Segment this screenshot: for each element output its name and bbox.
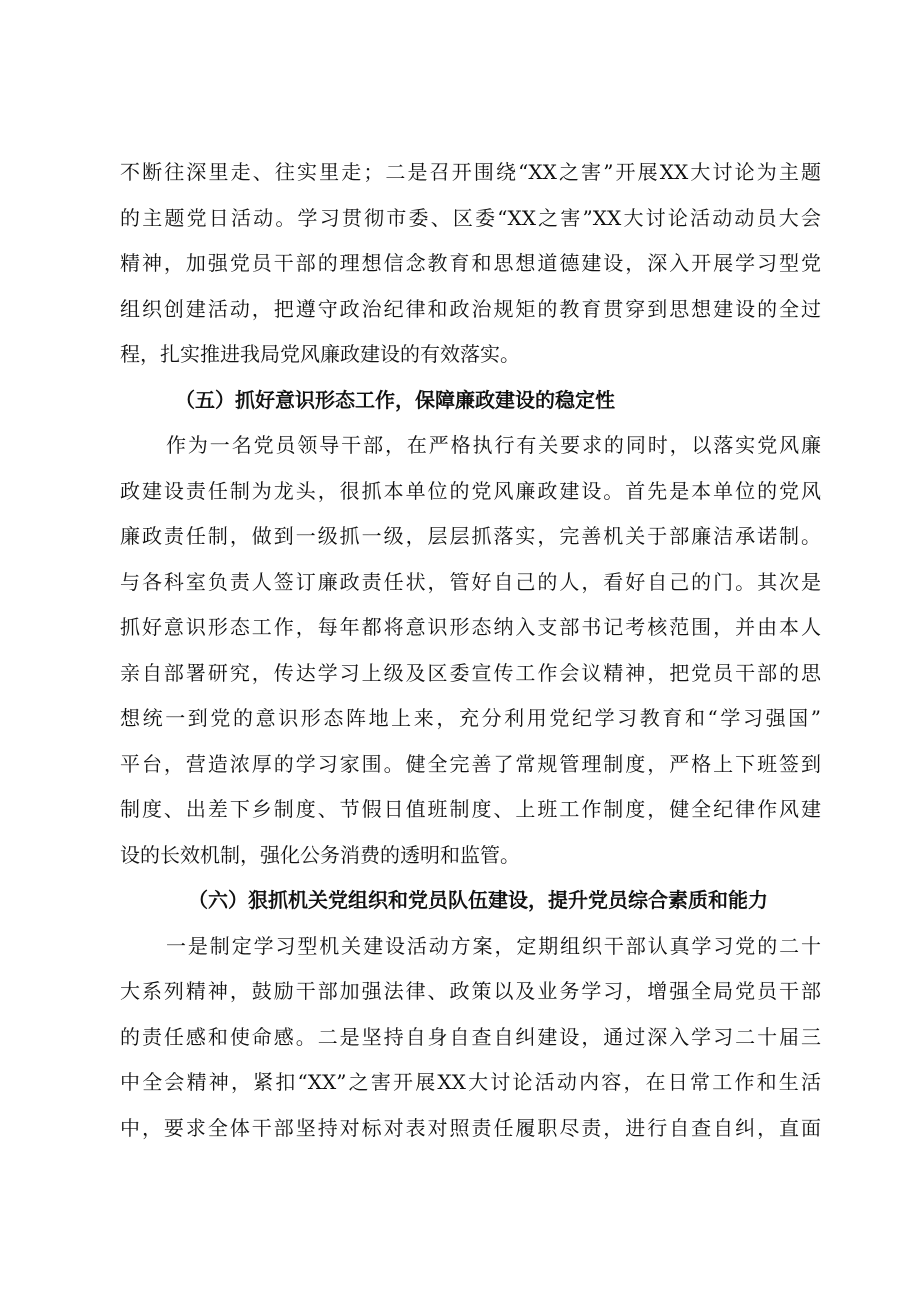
- paragraph-line: 作为一名党员领导干部，在严格执行有关要求的同时，以落实党风廉: [166, 433, 821, 457]
- paragraph-line: 抓好意识形态工作，每年都将意识形态纳入支部书记考核范围，并由本人: [120, 615, 821, 639]
- paragraph-line: 亲自部署研究，传达学习上级及区委宣传工作会议精神，把党员干部的思: [120, 660, 821, 685]
- paragraph-line: 一是制定学习型机关建设活动方案，定期组织干部认真学习党的二十: [166, 933, 821, 958]
- document-page: [120, 150, 821, 1151]
- paragraph-line: 组织创建活动，把遵守政治纪律和政治规矩的教育贯穿到思想建设的全过: [120, 296, 821, 321]
- paragraph-line: 大系列精神，鼓励干部加强法律、政策以及业务学习，增强全局党员干部: [120, 979, 821, 1003]
- paragraph-2: [120, 423, 821, 878]
- paragraph-line: 设的长效机制，强化公务消费的透明和监管。: [120, 842, 520, 867]
- section-heading-5: （五）抓好意识形态工作，保障廉政建设的稳定性: [175, 387, 615, 412]
- paragraph-line: 不断往深里走、往实里走；二是召开围绕“XX之害”开展XX大讨论为主题: [120, 160, 821, 184]
- paragraph-line: 程，扎实推进我局党风廉政建设的有效落实。: [120, 342, 520, 366]
- paragraph-line: 中全会精神，紧扣“XX”之害开展XX大讨论活动内容，在日常工作和生活: [120, 1070, 821, 1094]
- paragraph-line: 廉政责任制，做到一级抓一级，层层抓落实，完善机关于部廉洁承诺制。: [120, 524, 821, 548]
- paragraph-line: 平台，营造浓厚的学习家围。健全完善了常规管理制度，严格上下班签到: [120, 751, 821, 776]
- paragraph-1: [120, 150, 821, 378]
- paragraph-line: 制度、出差下乡制度、节假日值班制度、上班工作制度，健全纪律作风建: [120, 797, 821, 821]
- section-heading-6: （六）狠抓机关党组织和党员队伍建设，提升党员综合素质和能力: [188, 888, 768, 912]
- paragraph-line: 的主题党日活动。学习贯彻市委、区委“XX之害”XX大讨论活动动员大会: [120, 205, 821, 230]
- paragraph-line: 中，要求全体干部坚持对标对表对照责任履职尽责，进行自查自纠，直面: [120, 1115, 821, 1140]
- paragraph-line: 政建设责任制为龙头，很抓本单位的党风廉政建设。首先是本单位的党风: [120, 478, 821, 503]
- paragraph-line: 与各科室负责人签订廉政责任状，管好自己的人，看好自己的门。其次是: [120, 569, 821, 594]
- paragraph-line: 想统一到党的意识形态阵地上来，充分利用党纪学习教育和“学习强国”: [120, 706, 821, 730]
- paragraph-line: 精神，加强党员干部的理想信念教育和思想道德建设，深入开展学习型党: [120, 251, 821, 275]
- paragraph-line: 的责任感和使命感。二是坚持自身自查自纠建设，通过深入学习二十届三: [120, 1024, 821, 1049]
- paragraph-3: [120, 924, 821, 1152]
